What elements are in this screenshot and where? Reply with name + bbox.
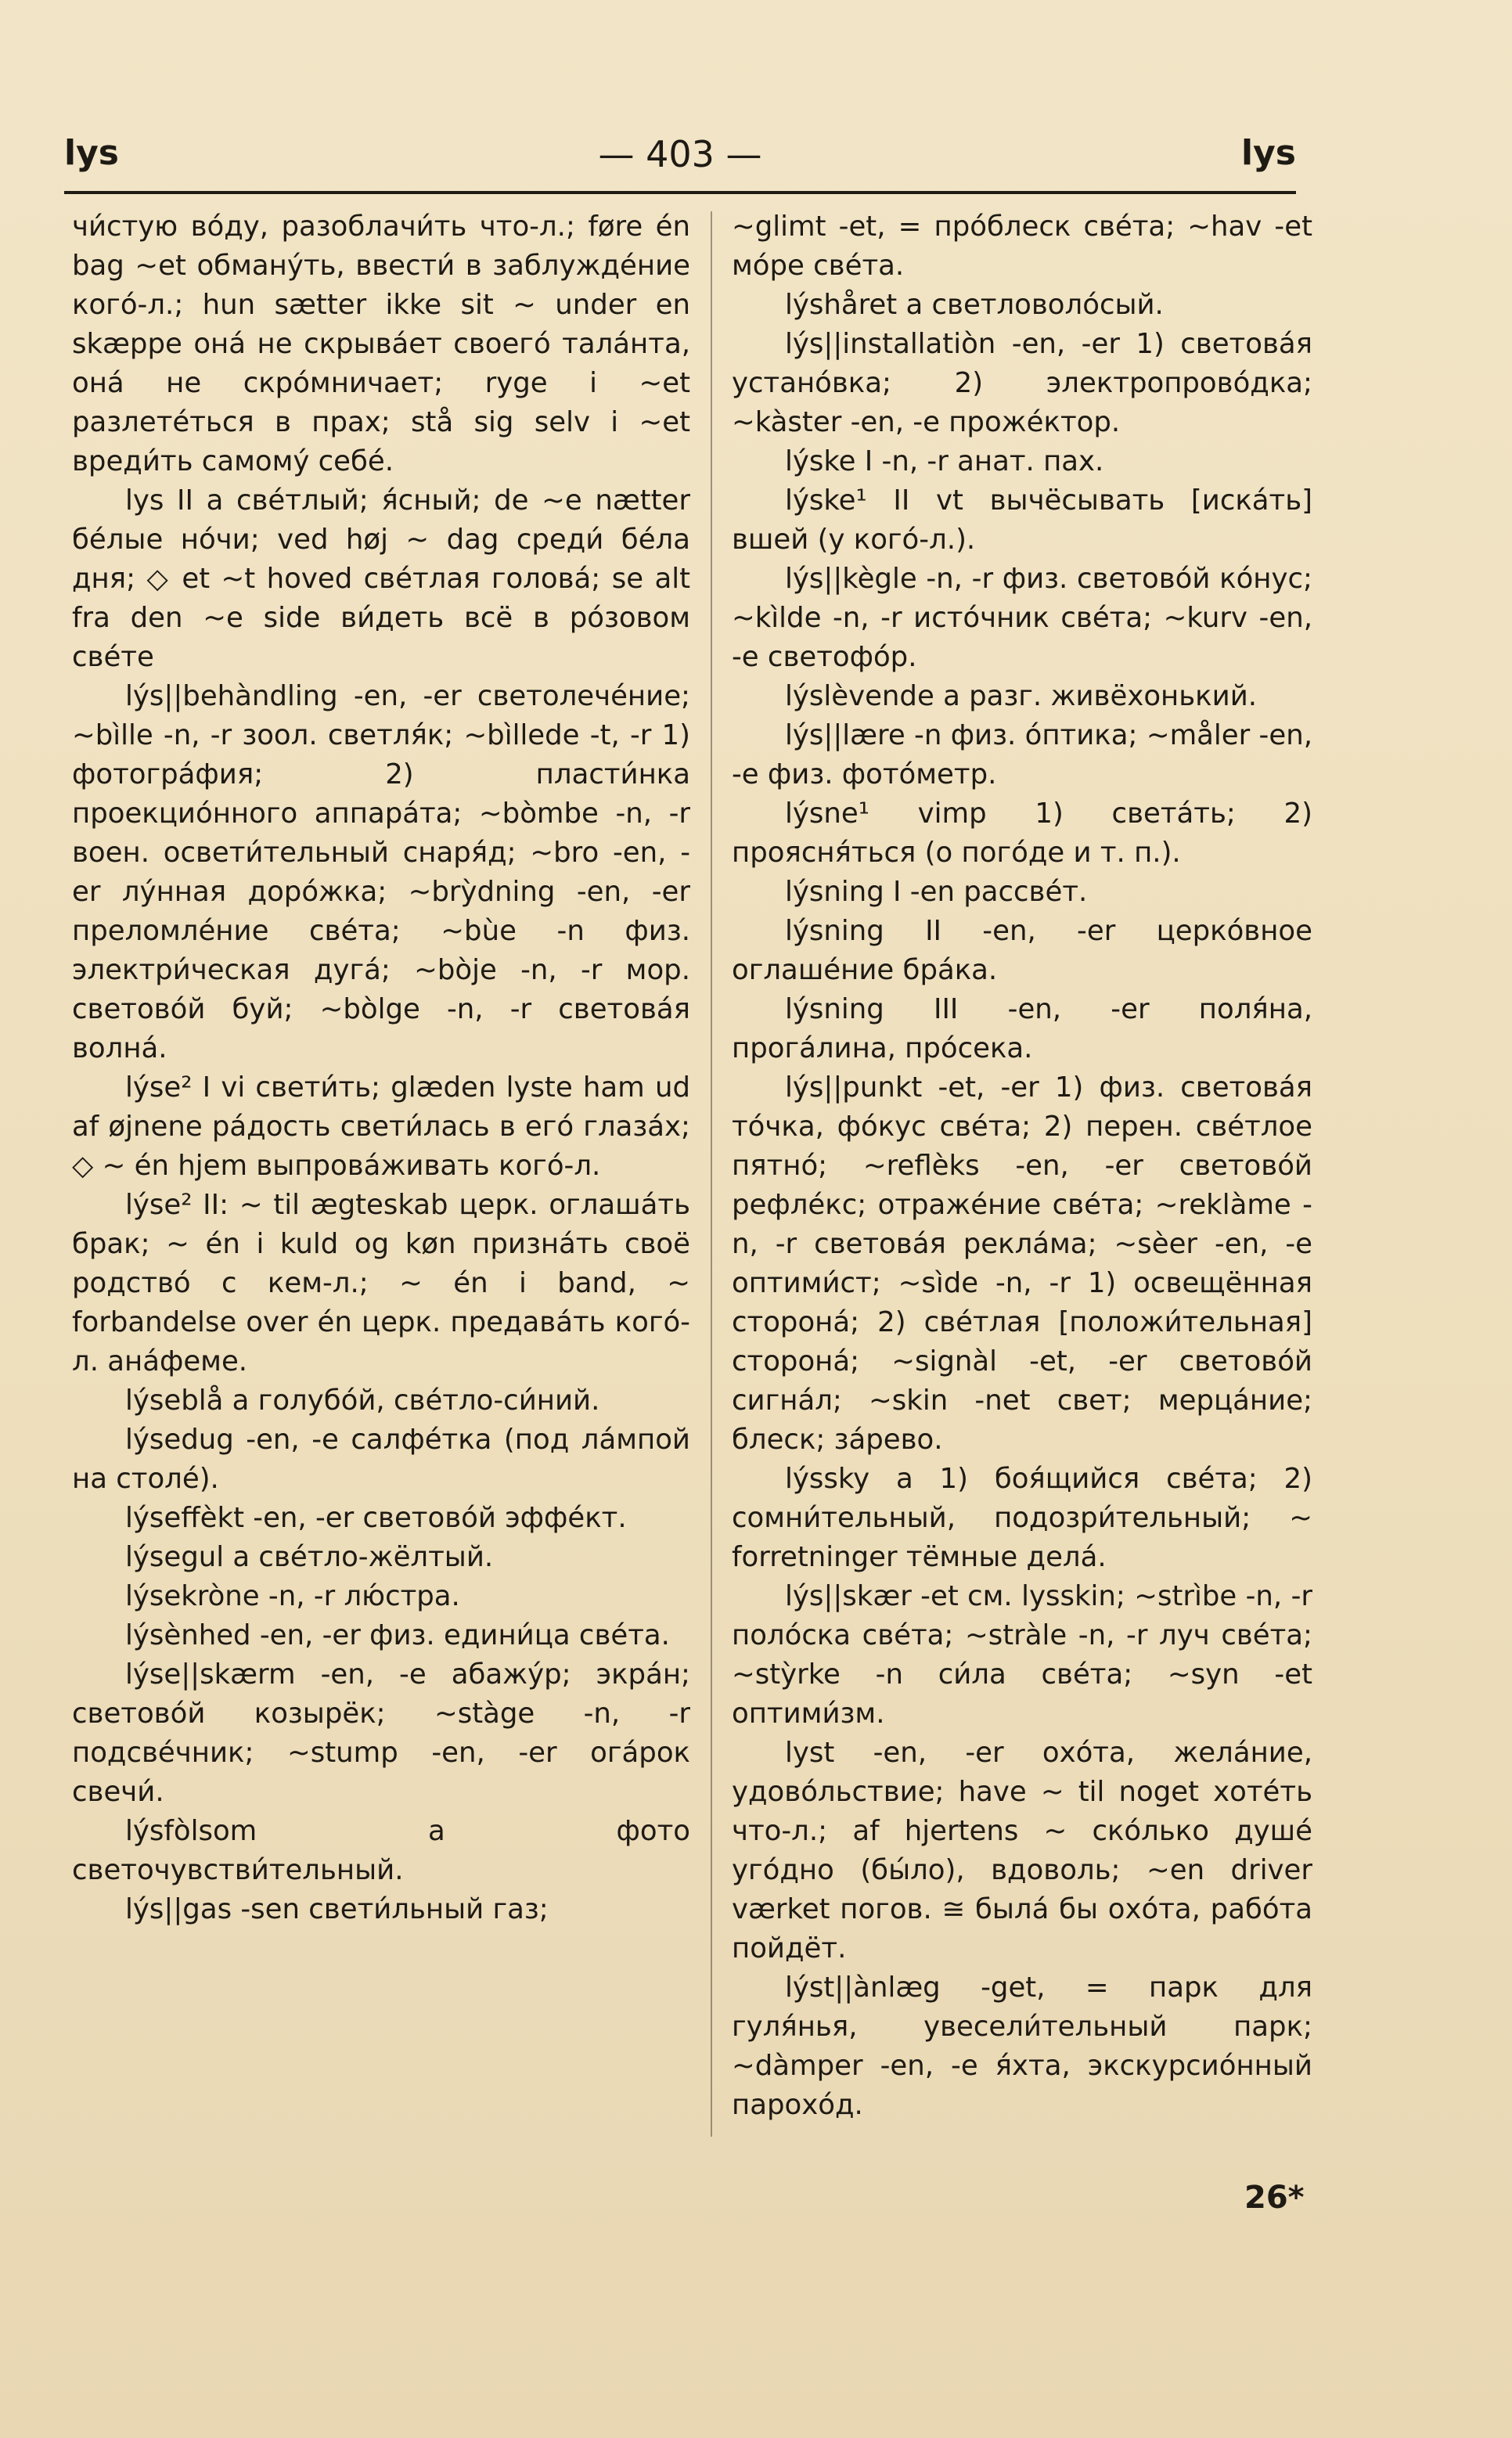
dictionary-entry: lýsegul a све́тло-жёлтый. xyxy=(125,1541,494,1573)
dictionary-entry: lýs||skær -et см. lysskin; ~strìbe -n, -r поло́ска све́та; ~stràle -n, -r луч све́та; ~stỳrke -n си́ла све́та; ~syn -et оптими́зм. xyxy=(732,1580,1312,1730)
dictionary-entry: lys II a све́тлый; я́сный; de ~e nætter бе́лые но́чи; ved høj ~ dag среди́ бе́ла дня; ◇ et ~t hoved све́тлая голова́; se alt fra den ~e side ви́деть всё в ро́зовом све́те xyxy=(72,484,690,673)
dictionary-entry: lýs||installatiòn -en, -er 1) светова́я устано́вка; 2) электропрово́дка; ~kàster -en, -e проже́ктор. xyxy=(732,328,1312,438)
dictionary-entry: lýs||behàndling -en, -er светолече́ние; ~bìlle -n, -r зоол. светля́к; ~bìllede -t, -r 1) фотогра́фия; 2) пласти́нка проекцио́нного аппара́та; ~bòmbe -n, -r воен. освети́тельный снаря́д; ~bro -en, -er лу́нная доро́жка; ~brỳdning -en, -er преломле́ние све́та; ~bùe -n физ. электри́ческая дуга́; ~bòje -n, -r мор. светово́й буй; ~bòlge -n, -r светова́я волна́. xyxy=(72,680,690,1064)
page-number: — 403 — xyxy=(598,133,762,175)
dictionary-entry: lýsènhed -en, -er физ. едини́ца све́та. xyxy=(125,1619,670,1651)
dictionary-entry: lýsekròne -n, -r лю́стра. xyxy=(125,1580,460,1612)
dictionary-entry: lýsning II -en, -er церко́вное оглаше́ние бра́ка. xyxy=(732,915,1312,986)
dictionary-entry: lýsedug -en, -e салфе́тка (под ла́мпой на столе́). xyxy=(72,1424,690,1495)
dictionary-entry: lýssky a 1) боя́щийся све́та; 2) сомни́тельный, подозри́тельный; ~ forretninger тёмные дела́. xyxy=(732,1463,1312,1573)
dictionary-entry: lýsning III -en, -er поля́на, прога́лина, про́сека. xyxy=(732,993,1312,1064)
dictionary-entry: lýske¹ II vt вычёсывать [иска́ть] вшей (у кого́-л.). xyxy=(732,484,1312,556)
dictionary-entry: lýseblå a голубо́й, све́тло-си́ний. xyxy=(125,1385,600,1417)
dictionary-entry: lýse² II: ~ til ægteskab церк. оглаша́ть брак; ~ én i kuld og køn призна́ть своё родство́ с кем-л.; ~ én i band, ~ forbandelse over én церк. предава́ть кого́-л. ана́феме. xyxy=(72,1189,690,1377)
left-column xyxy=(72,207,690,1929)
column-divider xyxy=(711,211,712,2137)
dictionary-entry: lýsfòlsom a фото светочувстви́тельный. xyxy=(72,1815,690,1886)
dictionary-entry: ~glimt -et, = про́блеск све́та; ~hav -et мо́ре све́та. xyxy=(732,211,1312,282)
dictionary-entry: lýsne¹ vimp 1) света́ть; 2) проясня́ться (о пого́де и т. п.). xyxy=(732,798,1312,869)
dictionary-entry: lýske I -n, -r анат. пах. xyxy=(785,445,1104,477)
signature-mark: 26* xyxy=(1244,2180,1305,2216)
right-column xyxy=(732,207,1312,2125)
dictionary-entry: lýslèvende a разг. живёхонький. xyxy=(785,680,1258,712)
dictionary-entry: lýs||lære -n физ. о́птика; ~måler -en, -e физ. фото́метр. xyxy=(732,719,1312,790)
dictionary-entry: lýseffèkt -en, -er светово́й эффе́кт. xyxy=(125,1502,627,1534)
dictionary-entry: lýse² I vi свети́ть; glæden lyste ham ud af øjnene ра́дость свети́лась в его́ глаза́х; ◇ ~ én hjem выпрова́живать кого́-л. xyxy=(72,1071,690,1182)
guide-word-left: lys xyxy=(64,133,119,173)
dictionary-entry: lyst -en, -er охо́та, жела́ние, удово́льствие; have ~ til noget хоте́ть что-л.; af hjertens ~ ско́лько душе́ уго́дно (бы́ло), вдоволь; ~en driver værket погов. ≅ была́ бы охо́та, рабо́та пойдёт. xyxy=(732,1737,1312,1964)
guide-word-right: lys xyxy=(1241,133,1296,173)
page-header xyxy=(64,133,1296,186)
dictionary-entry: lýst||ànlæg -get, = парк для гуля́нья, увесели́тельный парк; ~dàmper -en, -e я́хта, экскурсио́нный парохо́д. xyxy=(732,1972,1312,2121)
dictionary-entry: чи́стую во́ду, разоблачи́ть что-л.; føre én bag ~et обману́ть, ввести́ в заблужде́ние кого́-л.; hun sætter ikke sit ~ under en skæppe она́ не скрыва́ет своего́ тала́нта, она́ не скро́мничает; ryge i ~et разлете́ться в прах; stå sig selv i ~et вреди́ть самому́ себе́. xyxy=(72,211,690,477)
dictionary-entry: lýshåret a светловоло́сый. xyxy=(785,289,1164,321)
header-rule xyxy=(64,191,1296,194)
dictionary-entry: lýs||punkt -et, -er 1) физ. светова́я то́чка, фо́кус све́та; 2) перен. све́тлое пятно́; ~reflèks -en, -er светово́й рефле́кс; отраже́ние све́та; ~reklàme -n, -r светова́я рекла́ма; ~sèer -en, -e оптими́ст; ~sìde -n, -r 1) освещённая сторона́; 2) све́тлая [положи́тельная] сторона́; ~signàl -et, -er светово́й сигна́л; ~skin -net свет; мерца́ние; блеск; за́рево. xyxy=(732,1071,1312,1456)
dictionary-entry: lýse||skærm -en, -e абажу́р; экра́н; светово́й козырёк; ~stàge -n, -r подсве́чник; ~stump -en, -er ога́рок свечи́. xyxy=(72,1658,690,1808)
dictionary-entry: lýs||kègle -n, -r физ. светово́й ко́нус; ~kìlde -n, -r исто́чник све́та; ~kurv -en, -e светофо́р. xyxy=(732,563,1312,673)
dictionary-entry: lýsning I -en рассве́т. xyxy=(785,876,1088,908)
dictionary-entry: lýs||gas -sen свети́льный газ; xyxy=(125,1893,549,1925)
